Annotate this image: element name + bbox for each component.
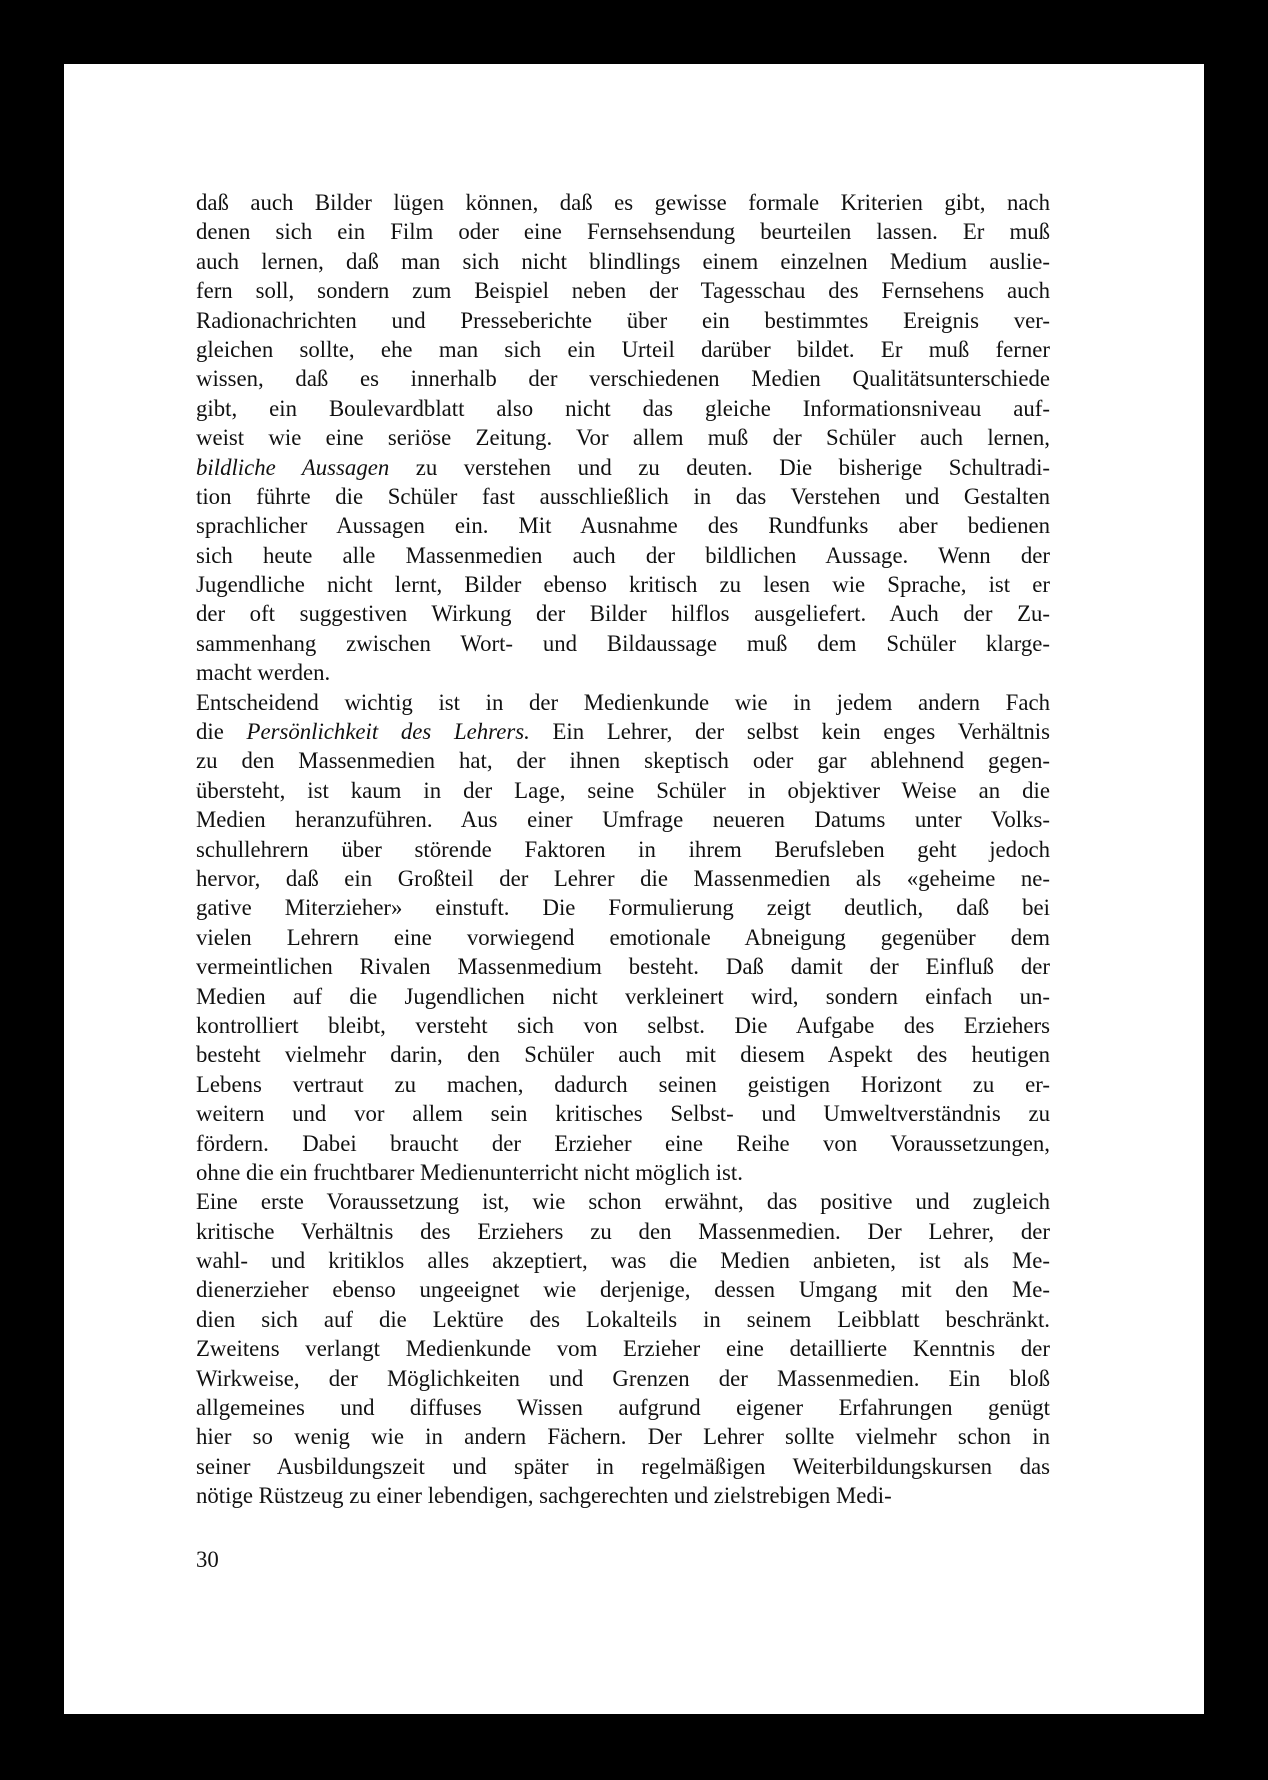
text-line bbox=[196, 805, 1050, 834]
text-run: Radionachrichten und Presseberichte über ein bestimmtes Ereignis ver- bbox=[196, 307, 1050, 333]
paragraph bbox=[196, 1187, 1050, 1510]
text-run: die bbox=[196, 719, 247, 745]
text-line bbox=[196, 335, 1050, 364]
text-run: wissen, daß es innerhalb der verschiedenen Medien Qualitätsunterschiede bbox=[196, 366, 1050, 392]
text-line bbox=[196, 306, 1050, 335]
text-run: Wirkweise, der Möglichkeiten und Grenzen der Massenmedien. Ein bloß bbox=[196, 1365, 1050, 1391]
text-run: gative Miterzieher» einstuft. Die Formulierung zeigt deutlich, daß bei bbox=[196, 895, 1050, 921]
text-line bbox=[196, 541, 1050, 570]
text-line bbox=[196, 1129, 1050, 1158]
italic-text: Persönlichkeit des Lehrers. bbox=[246, 719, 530, 745]
text-line bbox=[196, 570, 1050, 599]
text-run: weitern und vor allem sein kritisches Selbst- und Umweltverständnis zu bbox=[196, 1101, 1050, 1127]
paragraph bbox=[196, 688, 1050, 1188]
text-line bbox=[196, 482, 1050, 511]
text-run: auch lernen, daß man sich nicht blindlings einem einzelnen Medium auslie- bbox=[196, 248, 1050, 274]
text-run: kontrolliert bleibt, versteht sich von selbst. Die Aufgabe des Erziehers bbox=[196, 1012, 1050, 1038]
text-line bbox=[196, 1452, 1050, 1481]
text-run: gleichen sollte, ehe man sich ein Urteil darüber bildet. Er muß ferner bbox=[196, 336, 1050, 362]
text-line bbox=[196, 247, 1050, 276]
text-line bbox=[196, 1422, 1050, 1451]
text-line bbox=[196, 629, 1050, 658]
text-line bbox=[196, 893, 1050, 922]
text-line bbox=[196, 982, 1050, 1011]
text-line bbox=[196, 746, 1050, 775]
text-run: seiner Ausbildungszeit und später in regelmäßigen Weiterbildungskursen das bbox=[196, 1453, 1050, 1479]
italic-text: bildliche Aussagen bbox=[196, 454, 390, 480]
text-run: gibt, ein Boulevardblatt also nicht das gleiche Informationsniveau auf- bbox=[196, 395, 1050, 421]
text-line bbox=[196, 1305, 1050, 1334]
text-run: wahl- und kritiklos alles akzeptiert, was die Medien anbieten, ist als Me- bbox=[196, 1248, 1050, 1274]
paragraph bbox=[196, 188, 1050, 688]
text-run: Lebens vertraut zu machen, dadurch seinen geistigen Horizont zu er- bbox=[196, 1071, 1050, 1097]
text-run: Entscheidend wichtig ist in der Medienkunde wie in jedem andern Fach bbox=[196, 689, 1050, 715]
text-line bbox=[196, 776, 1050, 805]
text-run: fern soll, sondern zum Beispiel neben der Tagesschau des Fernsehens auch bbox=[196, 278, 1050, 304]
text-run: daß auch Bilder lügen können, daß es gewisse formale Kriterien gibt, nach bbox=[196, 190, 1050, 215]
text-run: macht werden. bbox=[196, 660, 331, 686]
text-run: ohne die ein fruchtbarer Medienunterricht nicht möglich ist. bbox=[196, 1159, 743, 1185]
text-line bbox=[196, 1364, 1050, 1393]
text-run: Medien heranzuführen. Aus einer Umfrage neueren Datums unter Volks- bbox=[196, 807, 1050, 833]
text-line bbox=[196, 1246, 1050, 1275]
text-run: Medien auf die Jugendlichen nicht verkleinert wird, sondern einfach un- bbox=[196, 983, 1050, 1009]
text-run: denen sich ein Film oder eine Fernsehsendung beurteilen lassen. Er muß bbox=[196, 219, 1050, 245]
text-run: hier so wenig wie in andern Fächern. Der Lehrer sollte vielmehr schon in bbox=[196, 1424, 1050, 1450]
text-line bbox=[196, 1070, 1050, 1099]
text-run: dienerzieher ebenso ungeeignet wie derjenige, dessen Umgang mit den Me- bbox=[196, 1277, 1050, 1303]
text-run: Zweitens verlangt Medienkunde vom Erzieher eine detaillierte Kenntnis der bbox=[196, 1336, 1050, 1362]
text-run: allgemeines und diffuses Wissen aufgrund eigener Erfahrungen genügt bbox=[196, 1395, 1050, 1421]
text-line bbox=[196, 952, 1050, 981]
text-run: Ein Lehrer, der selbst kein enges Verhältnis bbox=[529, 719, 1050, 745]
text-run: tion führte die Schüler fast ausschließlich in das Verstehen und Gestalten bbox=[196, 483, 1050, 509]
text-run: schullehrern über störende Faktoren in ihrem Berufsleben geht jedoch bbox=[196, 836, 1050, 862]
text-line bbox=[196, 364, 1050, 393]
text-line bbox=[196, 1275, 1050, 1304]
text-line bbox=[196, 188, 1050, 217]
text-line bbox=[196, 394, 1050, 423]
text-line bbox=[196, 276, 1050, 305]
text-line bbox=[196, 453, 1050, 482]
text-line bbox=[196, 217, 1050, 246]
text-run: übersteht, ist kaum in der Lage, seine Schüler in objektiver Weise an die bbox=[196, 777, 1050, 803]
text-run: sprachlicher Aussagen ein. Mit Ausnahme des Rundfunks aber bedienen bbox=[196, 513, 1050, 539]
text-run: hervor, daß ein Großteil der Lehrer die Massenmedien als «geheime ne- bbox=[196, 865, 1050, 891]
text-run: sich heute alle Massenmedien auch der bildlichen Aussage. Wenn der bbox=[196, 542, 1050, 568]
text-run: der oft suggestiven Wirkung der Bilder hilflos ausgeliefert. Auch der Zu- bbox=[196, 601, 1050, 627]
text-run: dien sich auf die Lektüre des Lokalteils in seinem Leibblatt beschränkt. bbox=[196, 1306, 1050, 1332]
text-line bbox=[196, 1393, 1050, 1422]
text-run: vermeintlichen Rivalen Massenmedium besteht. Daß damit der Einfluß der bbox=[196, 954, 1050, 980]
text-line bbox=[196, 688, 1050, 717]
text-line bbox=[196, 1187, 1050, 1216]
text-line bbox=[196, 864, 1050, 893]
text-line bbox=[196, 1481, 1050, 1510]
text-line bbox=[196, 658, 1050, 687]
text-line bbox=[196, 835, 1050, 864]
text-line bbox=[196, 1158, 1050, 1187]
text-line bbox=[196, 1011, 1050, 1040]
text-line bbox=[196, 1334, 1050, 1363]
text-run: kritische Verhältnis des Erziehers zu den Massenmedien. Der Lehrer, der bbox=[196, 1218, 1050, 1244]
book-page bbox=[64, 64, 1204, 1714]
text-line bbox=[196, 423, 1050, 452]
page-number: 30 bbox=[196, 1547, 219, 1572]
text-run: zu verstehen und zu deuten. Die bisherige Schultradi- bbox=[389, 454, 1050, 480]
text-line bbox=[196, 1099, 1050, 1128]
text-run: nötige Rüstzeug zu einer lebendigen, sachgerechten und zielstrebigen Medi- bbox=[196, 1483, 892, 1509]
text-run: vielen Lehrern eine vorwiegend emotionale Abneigung gegenüber dem bbox=[196, 924, 1050, 950]
text-line bbox=[196, 923, 1050, 952]
text-run: Jugendliche nicht lernt, Bilder ebenso kritisch zu lesen wie Sprache, ist er bbox=[196, 572, 1050, 598]
text-line bbox=[196, 1217, 1050, 1246]
text-run: weist wie eine seriöse Zeitung. Vor allem muß der Schüler auch lernen, bbox=[196, 425, 1050, 451]
text-line bbox=[196, 511, 1050, 540]
text-run: Eine erste Voraussetzung ist, wie schon erwähnt, das positive und zugleich bbox=[196, 1189, 1050, 1215]
text-line bbox=[196, 717, 1050, 746]
text-line bbox=[196, 1040, 1050, 1069]
text-line bbox=[196, 599, 1050, 628]
text-run: sammenhang zwischen Wort- und Bildaussage muß dem Schüler klarge- bbox=[196, 630, 1050, 656]
text-run: fördern. Dabei braucht der Erzieher eine Reihe von Voraussetzungen, bbox=[196, 1130, 1050, 1156]
body-text bbox=[196, 188, 1050, 1511]
text-run: zu den Massenmedien hat, der ihnen skeptisch oder gar ablehnend gegen- bbox=[196, 748, 1050, 774]
text-run: besteht vielmehr darin, den Schüler auch mit diesem Aspekt des heutigen bbox=[196, 1042, 1050, 1068]
